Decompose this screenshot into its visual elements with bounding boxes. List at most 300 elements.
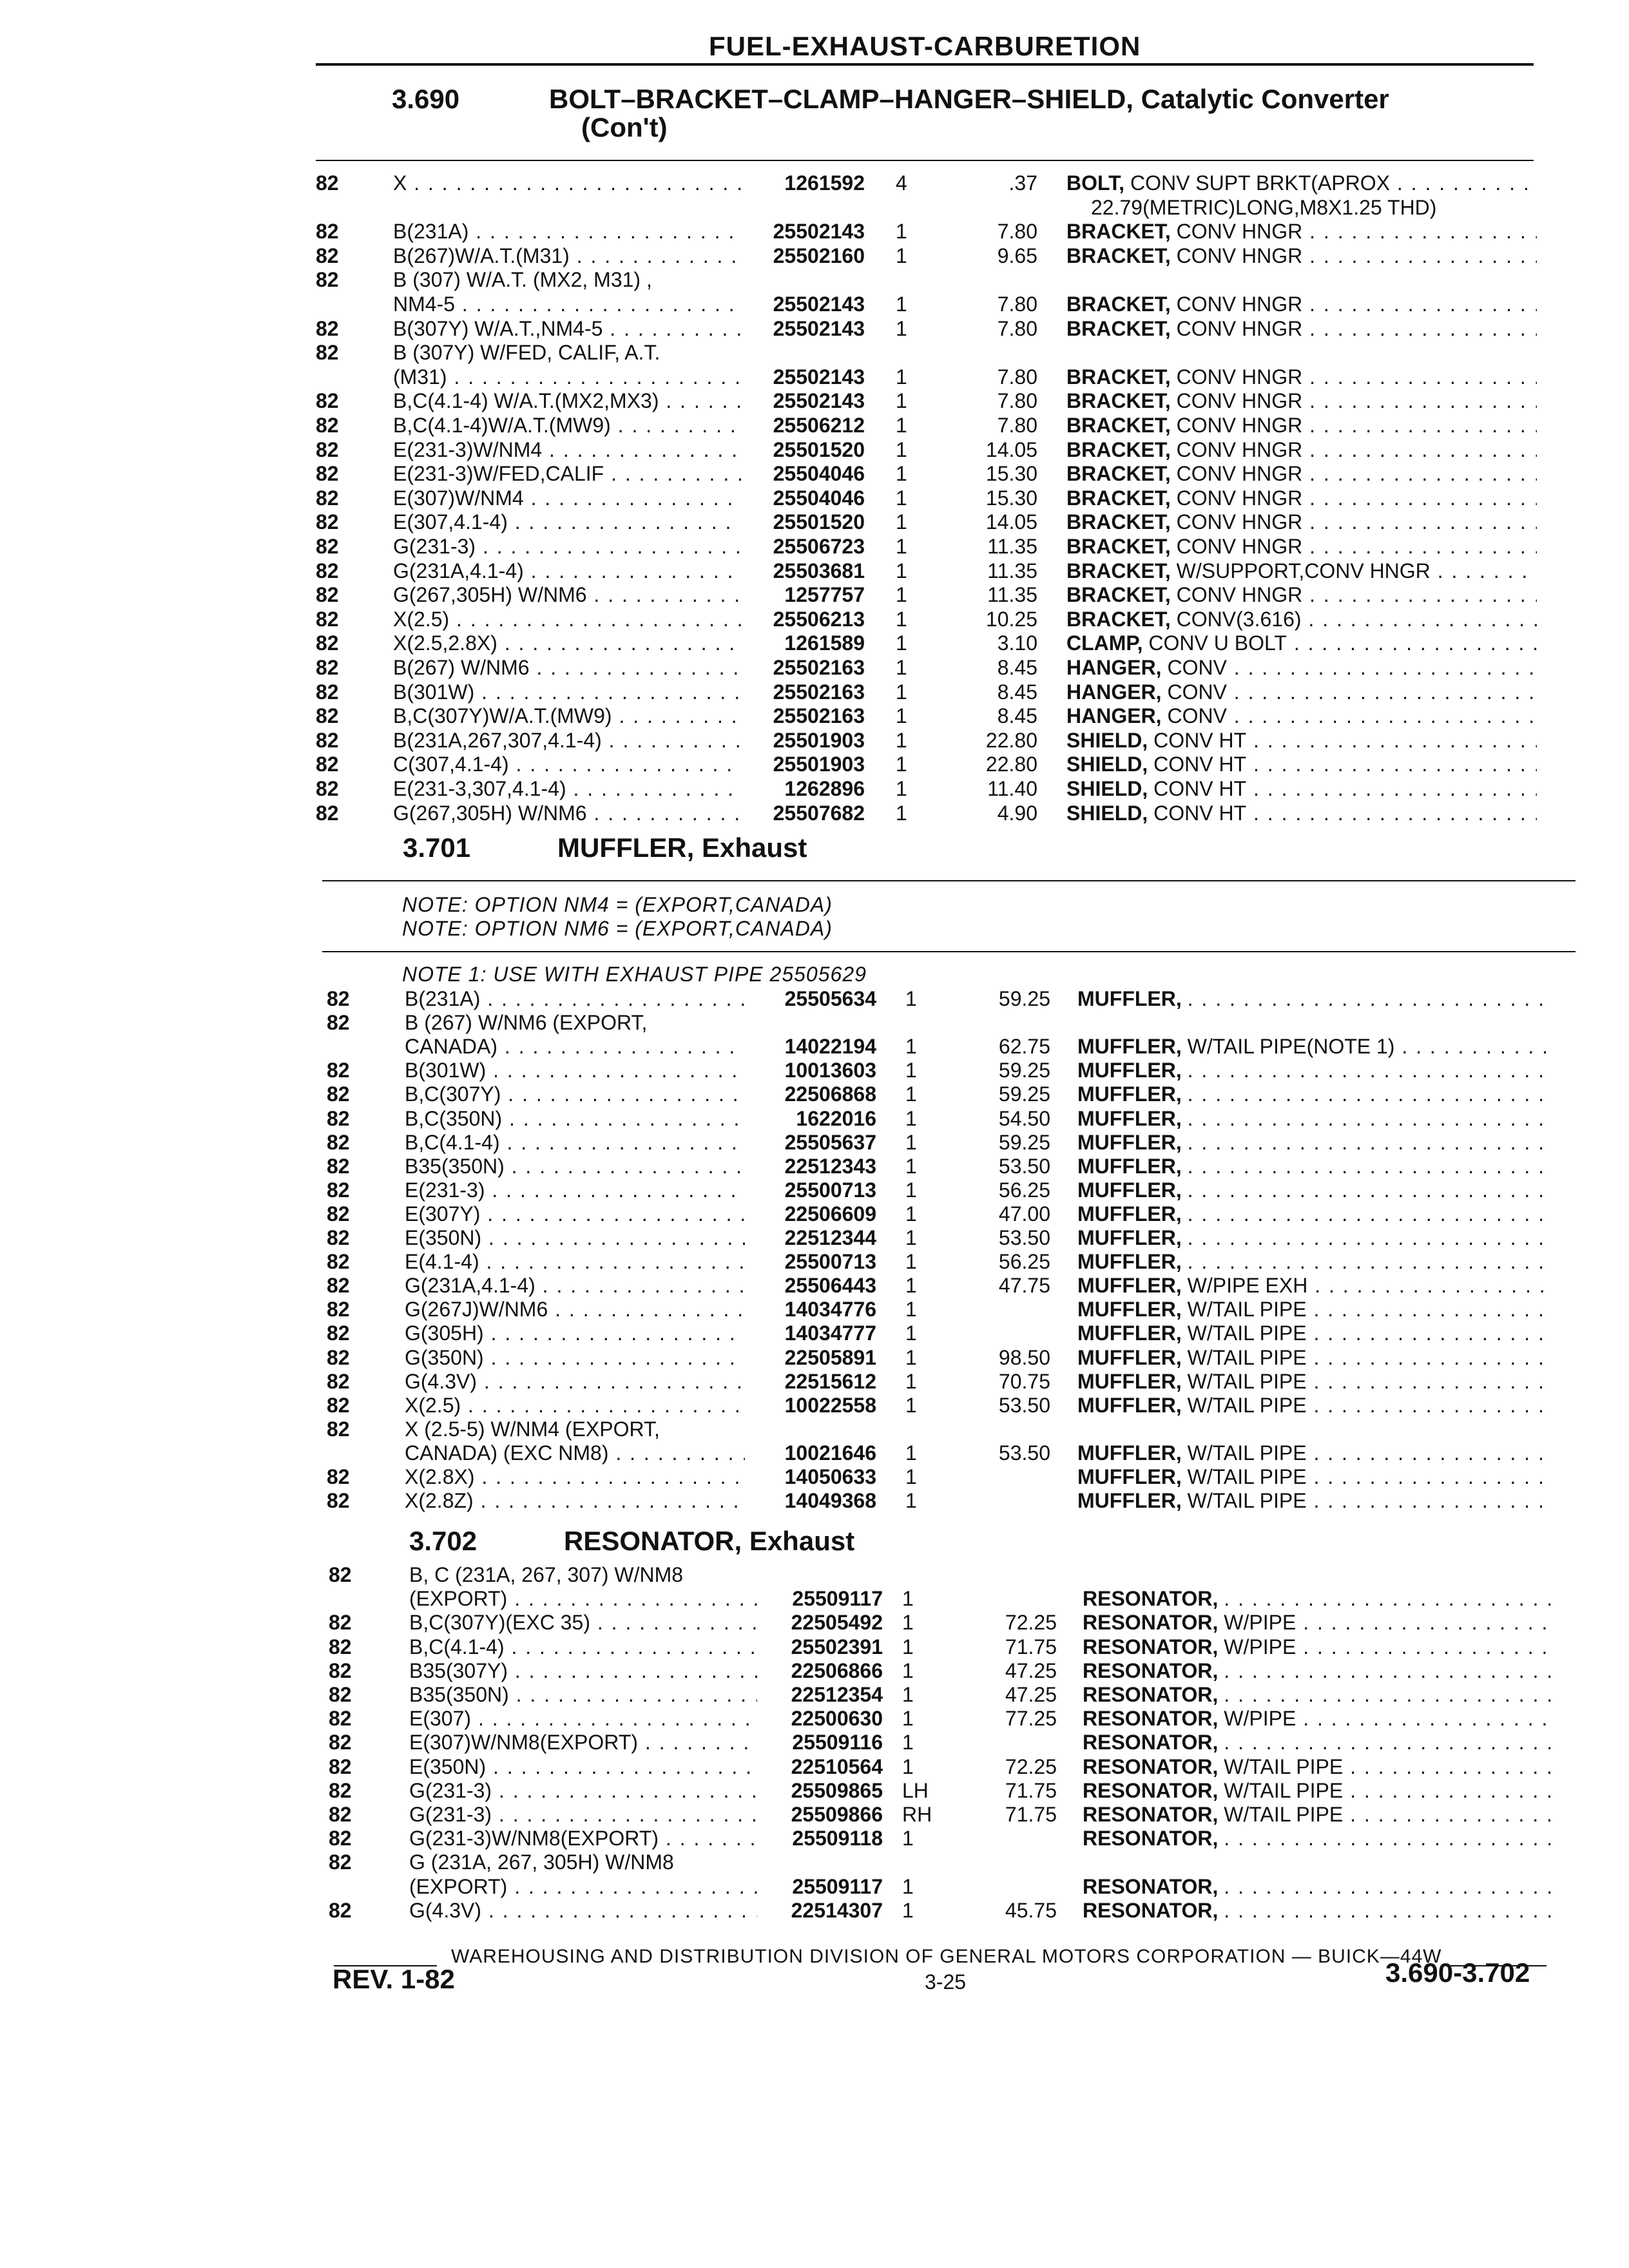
list-price: 47.75 — [998, 1274, 1050, 1298]
table-row — [0, 510, 1629, 534]
part-number: 25505637 — [784, 1130, 876, 1154]
application: B(307Y) W/A.T.,NM4-5 . . . — [393, 317, 741, 341]
page-title: FUEL-EXHAUST-CARBURETION — [709, 31, 1141, 61]
quantity: 1 — [896, 365, 907, 389]
table-row — [0, 1394, 1629, 1418]
application: E(307,4.1-4) . . . — [393, 510, 741, 534]
table-row — [0, 680, 1629, 704]
part-number: 14022194 — [784, 1035, 876, 1059]
application: G(231-3) . . . — [409, 1779, 757, 1803]
quantity: 1 — [902, 1635, 914, 1658]
quantity: 1 — [902, 1683, 914, 1706]
part-name-detail: CONV HNGR — [1176, 365, 1303, 389]
part-name — [1077, 1082, 1548, 1106]
part-name — [1083, 1875, 1553, 1899]
part-name-main: MUFFLER, — [1077, 1369, 1182, 1393]
section-subtitle: Exhaust — [701, 832, 807, 863]
part-number: 22512343 — [784, 1154, 876, 1178]
table-row — [0, 1899, 1629, 1923]
model-year: 82 — [329, 1803, 352, 1826]
part-name-detail: W/TAIL PIPE — [1224, 1778, 1344, 1802]
model-year: 82 — [316, 268, 339, 292]
list-price: 71.75 — [1005, 1635, 1057, 1658]
part-number: 14034776 — [784, 1298, 876, 1321]
part-name — [1077, 1321, 1548, 1345]
part-name — [1077, 1035, 1548, 1059]
table-row — [0, 1850, 1629, 1874]
quantity: 1 — [905, 1345, 917, 1369]
part-number: 25502143 — [773, 293, 865, 316]
list-price: 53.50 — [998, 1441, 1050, 1465]
model-year: 82 — [329, 1731, 352, 1754]
list-price: 98.50 — [998, 1345, 1050, 1369]
application: G(4.3V) . . . — [409, 1899, 757, 1923]
part-number: 25502163 — [773, 704, 865, 728]
list-price: 70.75 — [998, 1369, 1050, 1393]
model-year: 82 — [329, 1754, 352, 1778]
part-name-main: BRACKET, — [1066, 414, 1171, 437]
part-name-main: MUFFLER, — [1077, 1274, 1182, 1298]
part-name — [1066, 535, 1537, 559]
part-name-main: MUFFLER, — [1077, 1250, 1182, 1274]
model-year: 82 — [327, 1082, 350, 1106]
quantity: 1 — [902, 1658, 914, 1682]
application: B (267) W/NM6 (EXPORT, — [405, 1011, 648, 1035]
table-row — [0, 1298, 1629, 1321]
part-name-detail: CONV HT — [1153, 753, 1247, 776]
model-year: 82 — [316, 171, 339, 195]
part-name-main: MUFFLER, — [1077, 1035, 1182, 1059]
part-number: 25502143 — [773, 220, 865, 244]
part-name-detail: CONV — [1167, 704, 1227, 728]
application: B,C(350N) . . . — [405, 1107, 745, 1131]
part-number: 22500630 — [791, 1707, 883, 1731]
part-name-detail: W/TAIL PIPE — [1187, 1465, 1307, 1488]
part-number: 25500713 — [784, 1250, 876, 1274]
quantity: 1 — [896, 486, 907, 510]
section-title-main: MUFFLER, — [557, 832, 695, 863]
part-name-main: CLAMP, — [1066, 631, 1143, 655]
table-row — [0, 535, 1629, 559]
footer-page-number: 3-25 — [925, 1970, 967, 1994]
model-year: 82 — [327, 1178, 350, 1202]
part-name-main: MUFFLER, — [1077, 1441, 1182, 1465]
list-price: 72.25 — [1005, 1611, 1057, 1635]
part-name — [1066, 583, 1537, 607]
part-number: 25502143 — [773, 389, 865, 413]
part-name-detail: CONV — [1167, 680, 1227, 704]
application: NM4-5 . . . — [393, 293, 741, 316]
list-price: 7.80 — [997, 220, 1037, 244]
list-price: 11.35 — [987, 583, 1037, 607]
part-number: 25502391 — [791, 1635, 883, 1658]
quantity: 1 — [905, 1178, 917, 1202]
part-name — [1066, 220, 1537, 244]
table-row — [0, 753, 1629, 776]
part-name — [1077, 1202, 1548, 1226]
quantity: 1 — [905, 1130, 917, 1154]
part-number: 10021646 — [784, 1441, 876, 1465]
option-note: NOTE: OPTION NM6 = (EXPORT,CANADA) — [402, 917, 833, 940]
quantity: 1 — [896, 680, 907, 704]
part-name — [1066, 559, 1537, 583]
model-year: 82 — [327, 1250, 350, 1274]
application: G(231-3) . . . — [409, 1803, 757, 1827]
part-name-main: BRACKET, — [1066, 244, 1171, 267]
part-name — [1077, 1178, 1548, 1202]
application: C(307,4.1-4) . . . — [393, 753, 741, 776]
table-row — [0, 268, 1629, 292]
quantity: 1 — [902, 1874, 914, 1898]
list-price: 59.25 — [998, 1082, 1050, 1106]
model-year: 82 — [316, 680, 339, 704]
table-row — [0, 293, 1629, 316]
part-number: 22512354 — [791, 1683, 883, 1706]
part-number: 25509866 — [791, 1803, 883, 1826]
part-name-detail: W/TAIL PIPE — [1187, 1345, 1307, 1369]
footer-revision: REV. 1-82 — [333, 1964, 455, 1994]
part-name-main: HANGER, — [1066, 656, 1162, 679]
part-name-main: RESONATOR, — [1083, 1874, 1219, 1898]
part-number: 25506213 — [773, 607, 865, 631]
quantity: 1 — [902, 1587, 914, 1611]
application: G(305H) . . . — [405, 1321, 745, 1345]
section-subtitle: Catalytic Converter — [1141, 84, 1389, 114]
section-title — [557, 832, 807, 863]
model-year: 82 — [316, 486, 339, 510]
list-price: 56.25 — [998, 1250, 1050, 1274]
application: B(231A) . . . — [405, 987, 745, 1011]
table-row — [0, 1274, 1629, 1298]
note-1: NOTE 1: USE WITH EXHAUST PIPE 25505629 — [402, 963, 867, 986]
model-year: 82 — [327, 1417, 350, 1441]
part-name-main: SHIELD, — [1066, 801, 1148, 825]
quantity: 1 — [905, 1369, 917, 1393]
part-name — [1083, 1803, 1553, 1827]
list-price: 47.00 — [998, 1202, 1050, 1225]
model-year: 82 — [329, 1778, 352, 1802]
part-name-detail: CONV HNGR — [1176, 316, 1303, 340]
quantity: 1 — [896, 607, 907, 631]
part-name — [1066, 608, 1537, 631]
quantity: 1 — [905, 1274, 917, 1298]
part-name — [1066, 631, 1537, 655]
part-number: 25502163 — [773, 680, 865, 704]
part-number: 25506212 — [773, 414, 865, 437]
quantity: 1 — [905, 1106, 917, 1130]
model-year: 82 — [316, 559, 339, 582]
table-row — [0, 656, 1629, 680]
table-row — [0, 171, 1629, 195]
model-year: 82 — [327, 1154, 350, 1178]
table-row — [0, 1011, 1629, 1035]
part-name-detail: CONV HNGR — [1176, 414, 1303, 437]
table-row — [0, 1779, 1629, 1803]
part-name — [1066, 680, 1537, 704]
quantity: 1 — [896, 244, 907, 267]
list-price: 22.80 — [985, 728, 1037, 752]
application: G(231-3) . . . — [393, 535, 741, 559]
application: (EXPORT) . . . — [409, 1587, 757, 1611]
quantity: 1 — [896, 631, 907, 655]
part-name — [1077, 1250, 1548, 1274]
quantity: 1 — [905, 1226, 917, 1249]
application: CANADA) (EXC NM8) . . . — [405, 1441, 745, 1465]
part-name-detail: CONV HT — [1153, 777, 1247, 800]
part-name — [1066, 704, 1537, 728]
model-year: 82 — [316, 535, 339, 558]
part-name — [1083, 1827, 1553, 1850]
part-name — [1066, 171, 1537, 195]
model-year: 82 — [327, 1321, 350, 1345]
part-name — [1077, 1465, 1548, 1489]
application: (M31) . . . — [393, 365, 741, 389]
part-name-detail: W/TAIL PIPE — [1187, 1321, 1307, 1345]
list-price: 4.90 — [997, 801, 1037, 825]
list-price: 77.25 — [1005, 1707, 1057, 1731]
table-row — [0, 341, 1629, 365]
model-year: 82 — [316, 462, 339, 486]
list-price: 8.45 — [997, 704, 1037, 728]
model-year: 82 — [316, 510, 339, 534]
table-row — [0, 1107, 1629, 1131]
part-number: 14049368 — [784, 1489, 876, 1513]
model-year: 82 — [316, 704, 339, 728]
part-name — [1077, 1489, 1548, 1513]
application: B, C (231A, 267, 307) W/NM8 — [409, 1563, 684, 1586]
part-name — [1083, 1683, 1553, 1707]
model-year: 82 — [327, 1059, 350, 1082]
model-year: 82 — [327, 1465, 350, 1488]
model-year: 82 — [327, 1274, 350, 1298]
application: B(267)W/A.T.(M31) . . . — [393, 244, 741, 268]
part-number: 25505634 — [784, 987, 876, 1010]
application: G(231A,4.1-4) . . . — [405, 1274, 745, 1298]
model-year: 82 — [327, 1393, 350, 1417]
quantity: 1 — [896, 753, 907, 776]
table-row — [0, 1059, 1629, 1082]
model-year: 82 — [327, 987, 350, 1010]
model-year: 82 — [327, 1011, 350, 1035]
part-name-main: MUFFLER, — [1077, 1178, 1182, 1202]
table-row — [0, 1250, 1629, 1274]
table-row — [0, 631, 1629, 655]
part-name-main: RESONATOR, — [1083, 1731, 1219, 1754]
part-number: 22510564 — [791, 1754, 883, 1778]
part-name — [1066, 365, 1537, 389]
table-row — [0, 802, 1629, 825]
application: G(231A,4.1-4) . . . — [393, 559, 741, 583]
table-row — [0, 1731, 1629, 1754]
table-row — [0, 1875, 1629, 1899]
list-price: 7.80 — [997, 389, 1037, 413]
section-title — [549, 84, 1389, 115]
model-year: 82 — [329, 1635, 352, 1658]
quantity: 1 — [896, 437, 907, 461]
part-name — [1066, 414, 1537, 437]
part-number: 1261592 — [784, 171, 865, 195]
part-name-main: RESONATOR, — [1083, 1658, 1219, 1682]
application: G(4.3V) . . . — [405, 1370, 745, 1394]
quantity: 1 — [896, 583, 907, 607]
model-year: 82 — [316, 607, 339, 631]
part-name-main: MUFFLER, — [1077, 1130, 1182, 1154]
part-number: 22505492 — [791, 1611, 883, 1635]
application: B(231A) . . . — [393, 220, 741, 244]
application: B35(350N) . . . — [405, 1155, 745, 1178]
part-name-main: BRACKET, — [1066, 607, 1171, 631]
section-number: 3.690 — [392, 84, 460, 114]
part-number: 22512344 — [784, 1226, 876, 1249]
model-year: 82 — [316, 583, 339, 607]
part-name-main: MUFFLER, — [1077, 1106, 1182, 1130]
part-name-main: BRACKET, — [1066, 389, 1171, 413]
part-name-main: BRACKET, — [1066, 220, 1171, 244]
part-name — [1091, 196, 1561, 220]
list-price: 7.80 — [997, 414, 1037, 437]
part-number: 22506866 — [791, 1658, 883, 1682]
part-name-main: MUFFLER, — [1077, 1059, 1182, 1082]
table-row — [0, 1082, 1629, 1106]
model-year: 82 — [316, 753, 339, 776]
part-name-detail: CONV U BOLT — [1148, 631, 1287, 655]
part-name — [1083, 1755, 1553, 1779]
quantity: 1 — [896, 510, 907, 534]
application: B(301W) . . . — [405, 1059, 745, 1082]
part-name-detail: CONV HNGR — [1176, 462, 1303, 486]
quantity: 1 — [896, 535, 907, 558]
quantity: 1 — [905, 1082, 917, 1106]
part-number: 25503681 — [773, 559, 865, 582]
application: G (231A, 267, 305H) W/NM8 — [409, 1850, 674, 1874]
part-name-main: BRACKET, — [1066, 559, 1171, 582]
quantity: 1 — [902, 1611, 914, 1635]
part-name — [1066, 777, 1537, 801]
part-name-main: RESONATOR, — [1083, 1587, 1219, 1611]
part-number: 25502163 — [773, 656, 865, 679]
part-name-main: MUFFLER, — [1077, 1202, 1182, 1225]
list-price: 71.75 — [1005, 1778, 1057, 1802]
model-year: 82 — [327, 1130, 350, 1154]
list-price: 11.35 — [987, 535, 1037, 558]
table-row — [0, 1635, 1629, 1659]
application: X(2.5) . . . — [405, 1394, 745, 1418]
quantity: 1 — [896, 462, 907, 486]
part-number: 25506723 — [773, 535, 865, 558]
part-name-detail: W/TAIL PIPE — [1224, 1754, 1344, 1778]
part-name-main: HANGER, — [1066, 704, 1162, 728]
table-row — [0, 389, 1629, 413]
quantity: 1 — [905, 1321, 917, 1345]
part-name — [1066, 656, 1537, 680]
list-price: 7.80 — [997, 365, 1037, 389]
application: E(231-3)W/NM4 . . . — [393, 438, 741, 462]
part-number: 25509116 — [792, 1731, 883, 1754]
part-number: 25506443 — [784, 1274, 876, 1298]
section-number: 3.701 — [403, 832, 471, 863]
part-name — [1083, 1611, 1553, 1635]
application: G(267,305H) W/NM6 . . . — [393, 802, 741, 825]
part-number: 10022558 — [784, 1393, 876, 1417]
part-number: 25501520 — [773, 510, 865, 534]
section-cont: (Con't) — [581, 112, 668, 142]
application: G(267,305H) W/NM6 . . . — [393, 583, 741, 607]
quantity: 1 — [905, 1465, 917, 1488]
quantity: 1 — [902, 1898, 914, 1922]
table-row — [0, 365, 1629, 389]
part-number: 25509865 — [791, 1778, 883, 1802]
model-year: 82 — [316, 316, 339, 340]
list-price: 62.75 — [998, 1035, 1050, 1059]
list-price: 14.05 — [985, 510, 1037, 534]
model-year: 82 — [329, 1611, 352, 1635]
quantity: 1 — [902, 1707, 914, 1731]
quantity: 1 — [905, 987, 917, 1010]
application: B,C(4.1-4) . . . — [405, 1131, 745, 1155]
table-row — [0, 1418, 1629, 1441]
part-name-detail: W/TAIL PIPE — [1187, 1489, 1307, 1513]
quantity: 1 — [905, 1393, 917, 1417]
table-row — [0, 486, 1629, 510]
table-row — [0, 1611, 1629, 1635]
model-year: 82 — [327, 1345, 350, 1369]
table-row — [0, 1202, 1629, 1226]
model-year: 82 — [329, 1707, 352, 1731]
quantity: 1 — [896, 704, 907, 728]
section-rule — [316, 160, 1534, 161]
part-number: 1622016 — [796, 1106, 876, 1130]
part-number: 25502160 — [773, 244, 865, 267]
section-rule — [322, 951, 1576, 952]
part-name-main: MUFFLER, — [1077, 1226, 1182, 1249]
part-name-detail: CONV HNGR — [1176, 389, 1303, 413]
part-name-main: BRACKET, — [1066, 486, 1171, 510]
table-row — [0, 196, 1629, 220]
table-row — [0, 317, 1629, 341]
application: X (2.5-5) W/NM4 (EXPORT, — [405, 1417, 660, 1441]
quantity: 1 — [905, 1035, 917, 1059]
table-row — [0, 987, 1629, 1011]
quantity: 1 — [896, 656, 907, 679]
quantity: LH — [902, 1778, 929, 1802]
quantity: RH — [902, 1803, 932, 1826]
table-row — [0, 777, 1629, 801]
quantity: 1 — [896, 801, 907, 825]
application: E(307)W/NM4 . . . — [393, 486, 741, 510]
list-price: 7.80 — [997, 316, 1037, 340]
part-name — [1083, 1779, 1553, 1803]
part-name-main: MUFFLER, — [1077, 1082, 1182, 1106]
application: B,C(307Y) . . . — [405, 1082, 745, 1106]
list-price: 72.25 — [1005, 1754, 1057, 1778]
quantity: 1 — [905, 1489, 917, 1513]
quantity: 1 — [905, 1154, 917, 1178]
table-row — [0, 608, 1629, 631]
part-number: 25509117 — [792, 1587, 883, 1611]
part-name-detail: W/PIPE — [1224, 1635, 1296, 1658]
model-year: 82 — [316, 801, 339, 825]
quantity: 1 — [902, 1731, 914, 1754]
part-name-main: MUFFLER, — [1077, 1298, 1182, 1321]
section-title-main: RESONATOR, — [564, 1526, 742, 1556]
quantity: 1 — [905, 1202, 917, 1225]
part-name-detail: W/TAIL PIPE — [1224, 1803, 1344, 1826]
table-row — [0, 1346, 1629, 1370]
model-year: 82 — [316, 244, 339, 267]
quantity: 1 — [905, 1250, 917, 1274]
application: E(231-3,307,4.1-4) . . . — [393, 777, 741, 801]
part-name — [1077, 1107, 1548, 1131]
